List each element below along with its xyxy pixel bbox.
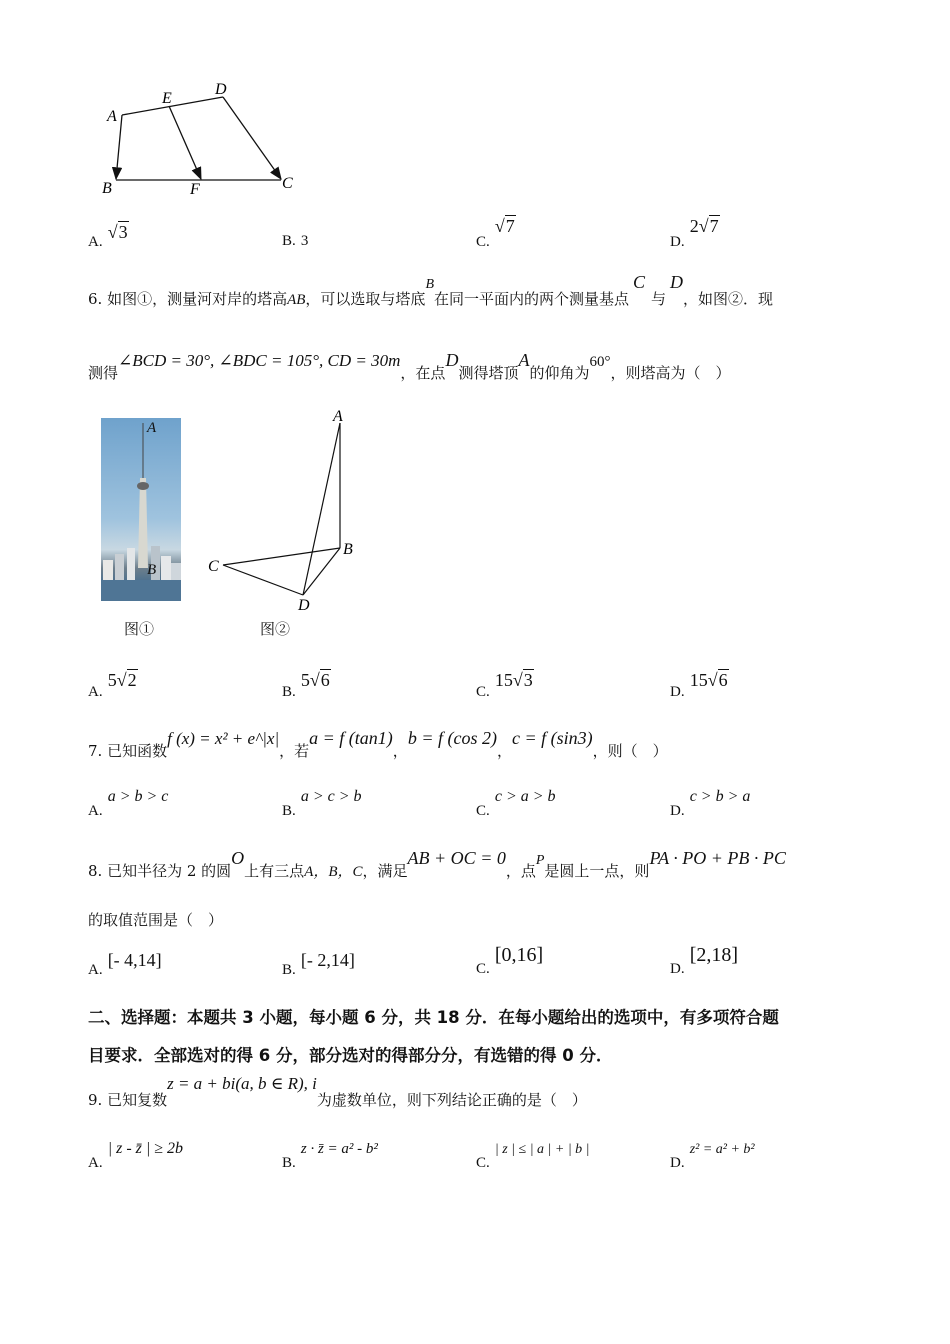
q6-option-b[interactable]: B. 5√6 bbox=[282, 670, 330, 700]
q6-option-a[interactable]: A. 5√2 bbox=[88, 670, 137, 700]
q8-option-c[interactable]: C. [0,16] bbox=[476, 944, 544, 977]
q6-option-c[interactable]: C. 15√3 bbox=[476, 670, 533, 700]
q7-line: 7. 已知函数f (x) = x² + e^|x|，若a = f (tan1)，b = f (cos 2)，c = f (sin3)，则（ ） bbox=[88, 728, 668, 760]
q9-option-c[interactable]: C. | z | ≤ | a | + | b | bbox=[476, 1142, 590, 1171]
option-letter: C. bbox=[476, 234, 490, 250]
label-a: A bbox=[107, 108, 117, 125]
q9-complex: z = a + bi(a, b ∈ R), i bbox=[167, 1074, 317, 1093]
fig2-label-b: B bbox=[343, 541, 353, 558]
q9-option-d[interactable]: D. z² = a² + b² bbox=[670, 1142, 755, 1171]
photo-label-a: A bbox=[147, 420, 157, 436]
q6-line2: 测得∠BCD = 30°, ∠BDC = 105°, CD = 30m，在点D测得塔顶A的仰角为60°，则塔高为（ ） bbox=[88, 350, 731, 382]
label-c: C bbox=[282, 175, 293, 192]
q8-expression: PA · PO + PB · PC bbox=[649, 848, 786, 868]
option-letter: A. bbox=[88, 234, 103, 250]
q8-option-d[interactable]: D. [2,18] bbox=[670, 944, 739, 977]
q5-option-a[interactable]: A. √3 bbox=[88, 222, 128, 250]
q7-option-a[interactable]: A. a > b > c bbox=[88, 788, 169, 819]
fig2-label-a: A bbox=[333, 408, 343, 425]
q6-condition: ∠BCD = 30°, ∠BDC = 105°, CD = 30m bbox=[118, 351, 401, 370]
option-letter: B. bbox=[282, 233, 296, 249]
photo-label-b: B bbox=[147, 562, 157, 578]
section2-line1: 二、选择题：本题共 3 小题，每小题 6 分，共 18 分．在每小题给出的选项中，有多项符合题 bbox=[88, 1008, 779, 1027]
option-value: 3 bbox=[300, 233, 309, 249]
q7-option-c[interactable]: C. c > a > b bbox=[476, 788, 556, 819]
coefficient: 2 bbox=[689, 216, 699, 236]
q6-line1: 6. 如图①，测量河对岸的塔高AB，可以选取与塔底B在同一平面内的两个测量基点C与D，如图②．现 bbox=[88, 272, 774, 308]
tower-diagram bbox=[200, 400, 370, 615]
label-f: F bbox=[190, 181, 200, 198]
fig2-caption: 图② bbox=[260, 620, 291, 638]
q8-line1: 8. 已知半径为 2 的圆O上有三点A，B，C，满足AB + OC = 0，点P是圆上一点，则PA · PO + PB · PC bbox=[88, 848, 786, 880]
q6-option-d[interactable]: D. 15√6 bbox=[670, 670, 728, 700]
option-letter: D. bbox=[670, 234, 685, 250]
q7-option-b[interactable]: B. a > c > b bbox=[282, 788, 362, 819]
q8-option-a[interactable]: A. [- 4,14] bbox=[88, 950, 162, 978]
fig2-label-d: D bbox=[298, 597, 310, 614]
radicand: 3 bbox=[118, 222, 128, 242]
q9-option-a[interactable]: A. | z - z̄ | ≥ 2b bbox=[88, 1140, 184, 1171]
label-d: D bbox=[215, 81, 227, 98]
label-b: B bbox=[102, 180, 112, 197]
q5-option-d[interactable]: D. 2√7 bbox=[670, 216, 719, 250]
radicand: 7 bbox=[505, 216, 515, 236]
cn-tower-photo bbox=[101, 418, 181, 601]
q8-option-b[interactable]: B. [- 2,14] bbox=[282, 950, 355, 978]
q8-line2: 的取值范围是（ ） bbox=[88, 911, 224, 929]
q8-condition: AB + OC = 0 bbox=[407, 848, 506, 868]
quadrilateral-figure bbox=[95, 75, 315, 200]
label-e: E bbox=[162, 90, 172, 107]
fig2-label-c: C bbox=[208, 558, 219, 575]
q9-option-b[interactable]: B. z · z̄ = a² - b² bbox=[282, 1141, 378, 1171]
fig1-caption: 图① bbox=[124, 620, 155, 638]
q9-line: 9. 已知复数z = a + bi(a, b ∈ R), i为虚数单位，则下列结论正确的是（ ） bbox=[88, 1074, 587, 1109]
q5-option-c[interactable]: C. √7 bbox=[476, 216, 515, 250]
q7-function: f (x) = x² + e^|x| bbox=[167, 729, 280, 748]
q7-option-d[interactable]: D. c > b > a bbox=[670, 788, 751, 819]
radicand: 7 bbox=[709, 216, 719, 236]
q5-option-b[interactable] bbox=[282, 230, 308, 250]
section2-line2: 目要求．全部选对的得 6 分，部分选对的得部分分，有选错的得 0 分． bbox=[88, 1046, 613, 1065]
